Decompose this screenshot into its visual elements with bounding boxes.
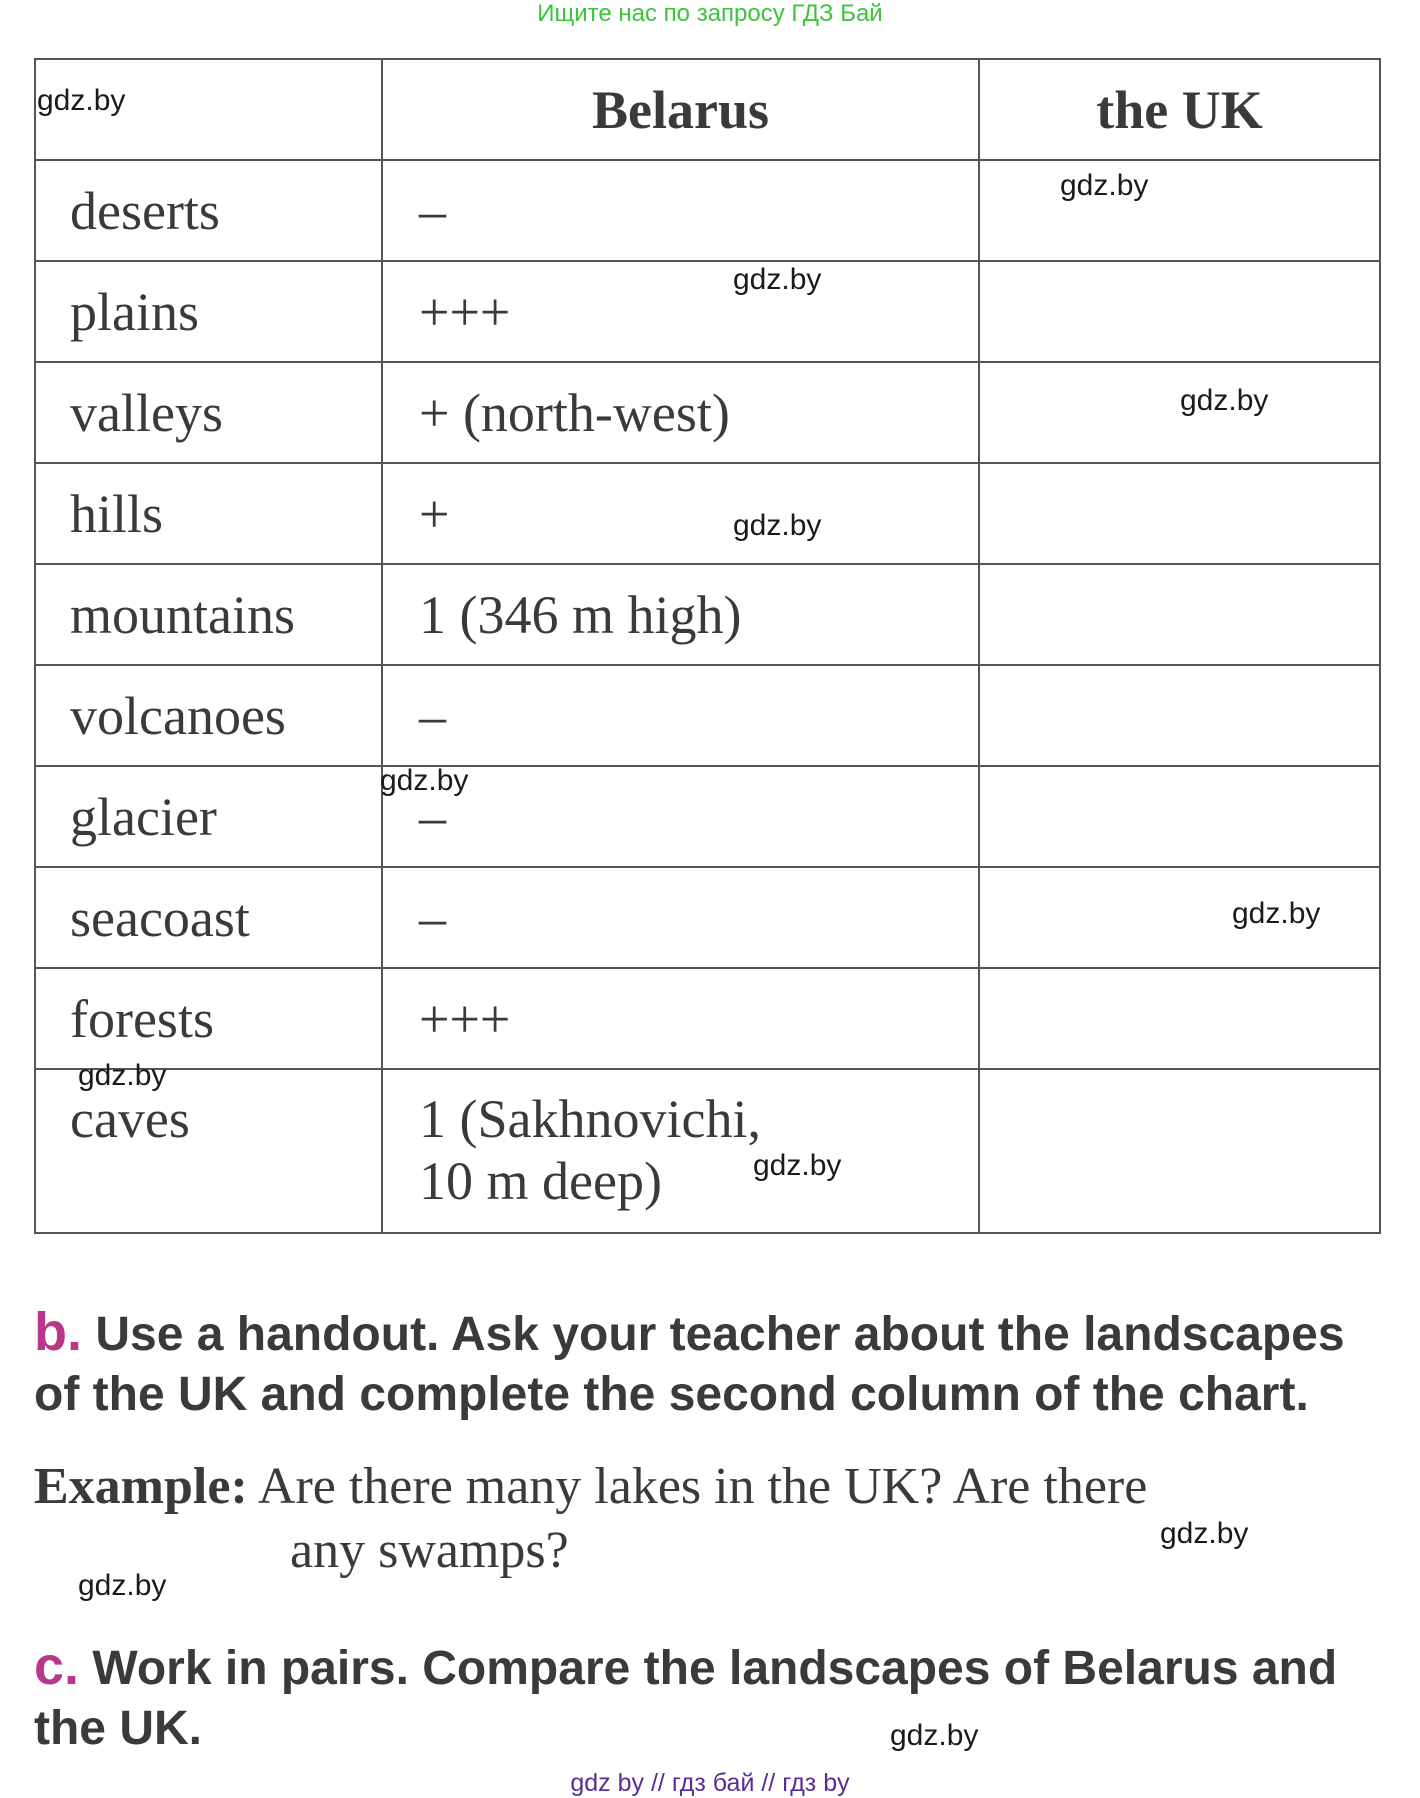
header-uk: the UK: [979, 59, 1380, 160]
belarus-cell: +++: [382, 261, 979, 362]
top-banner: Ищите нас по запросу ГДЗ Бай: [537, 0, 883, 27]
belarus-cell: –: [382, 665, 979, 766]
watermark: gdz.by: [78, 1059, 167, 1092]
table-row: [35, 160, 1380, 261]
table-row: [35, 968, 1380, 1069]
watermark: gdz.by: [753, 1149, 842, 1182]
watermark: gdz.by: [1180, 384, 1269, 417]
belarus-cell: –: [382, 160, 979, 261]
belarus-cell-line: 10 m deep): [419, 1151, 662, 1211]
table-row: [35, 564, 1380, 665]
feature-cell: glacier: [35, 766, 382, 867]
feature-cell: seacoast: [35, 867, 382, 968]
feature-cell: valleys: [35, 362, 382, 463]
watermark: gdz.by: [78, 1569, 167, 1602]
task-letter: c.: [34, 1636, 80, 1696]
uk-cell: [979, 1069, 1380, 1233]
uk-cell: [979, 968, 1380, 1069]
table-row: [35, 261, 1380, 362]
watermark: gdz.by: [1232, 897, 1321, 930]
example-line: any swamps?: [290, 1522, 569, 1579]
belarus-cell: +: [382, 463, 979, 564]
uk-cell: [979, 665, 1380, 766]
task-b: [34, 1302, 1379, 1425]
feature-cell: volcanoes: [35, 665, 382, 766]
watermark: gdz.by: [1060, 169, 1149, 202]
feature-cell: caves: [35, 1069, 382, 1233]
table-row: [35, 766, 1380, 867]
uk-cell: [979, 564, 1380, 665]
watermark: gdz.by: [890, 1719, 979, 1752]
belarus-cell: +++: [382, 968, 979, 1069]
watermark: gdz.by: [733, 263, 822, 296]
belarus-cell: –: [382, 867, 979, 968]
table-row: [35, 867, 1380, 968]
table-row: [35, 665, 1380, 766]
table-row: [35, 362, 1380, 463]
feature-cell: forests: [35, 968, 382, 1069]
belarus-cell-line: 1 (Sakhnovichi,: [419, 1089, 761, 1149]
task-letter: b.: [34, 1302, 82, 1362]
task-text: Use a handout. Ask your teacher about the landscapes of the UK and complete the second column of the chart.: [34, 1308, 1345, 1421]
header-row: [35, 59, 1380, 160]
feature-cell: hills: [35, 463, 382, 564]
uk-cell: [979, 463, 1380, 564]
feature-cell: mountains: [35, 564, 382, 665]
watermark: gdz.by: [1160, 1517, 1249, 1550]
landscape-chart: [34, 58, 1381, 1234]
uk-cell: [979, 261, 1380, 362]
table-row: [35, 463, 1380, 564]
watermark: gdz.by: [733, 509, 822, 542]
header-belarus: Belarus: [382, 59, 979, 160]
footer-links: gdz by // гдз бай // гдз by: [570, 1769, 850, 1797]
task-text: Work in pairs. Compare the landscapes of Belarus and the UK.: [34, 1642, 1338, 1755]
belarus-cell: [382, 1069, 979, 1233]
belarus-cell: –: [382, 766, 979, 867]
uk-cell: [979, 766, 1380, 867]
watermark: gdz.by: [37, 84, 126, 117]
example-label: Example:: [34, 1458, 248, 1515]
belarus-cell: + (north-west): [382, 362, 979, 463]
feature-cell: deserts: [35, 160, 382, 261]
example-line: [34, 1455, 1394, 1519]
watermark: gdz.by: [380, 764, 469, 797]
example-text: Are there many lakes in the UK? Are there: [257, 1458, 1148, 1515]
task-c: [34, 1636, 1379, 1759]
table-row: [35, 1069, 1380, 1233]
belarus-cell: 1 (346 m high): [382, 564, 979, 665]
uk-cell: [979, 160, 1380, 261]
feature-cell: plains: [35, 261, 382, 362]
example: [34, 1455, 1394, 1583]
